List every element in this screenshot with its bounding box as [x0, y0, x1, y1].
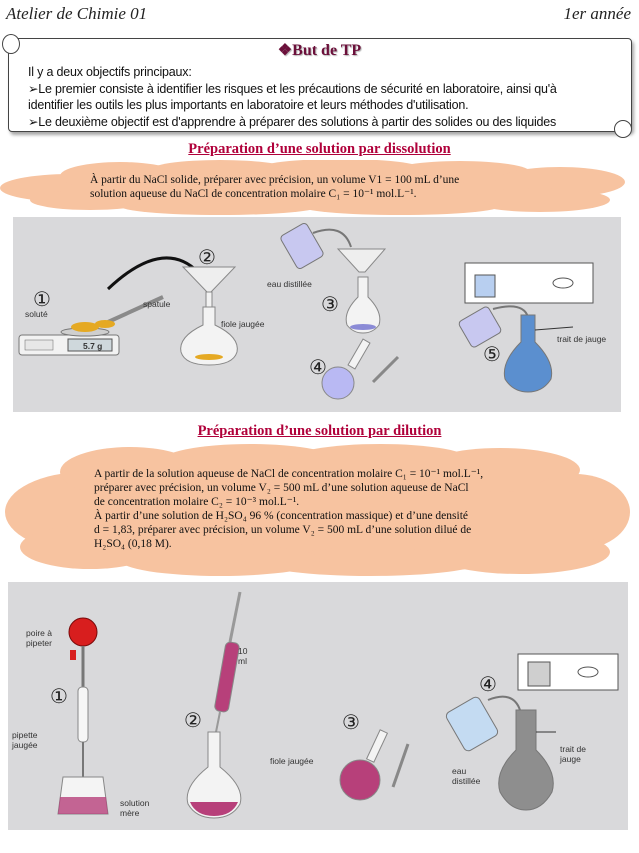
pipette-label-2: jaugée	[12, 740, 38, 750]
pipette-step1	[58, 618, 108, 814]
dilution-line-3: de concentration molaire C₂ = 10⁻³ mol.L⁻¹.	[94, 496, 300, 508]
volumetric-flask-label: fiole jaugée	[270, 756, 314, 766]
volumetric-flask-label: fiole jaugée	[221, 319, 265, 329]
dilution-step-4-number: ④	[479, 672, 497, 696]
dilution-line-5: d = 1,83, préparer avec précision, un volume V₂ = 500 mL d’une solution dilué de	[94, 524, 472, 536]
stock-solution-label-2: mère	[120, 808, 140, 818]
dilution-text	[94, 467, 524, 551]
course-title: Atelier de Chimie 01	[6, 4, 148, 23]
pipette-label-1: pipette	[12, 730, 38, 740]
dissolution-text	[90, 173, 510, 201]
transfer-arrow	[108, 258, 198, 289]
year-label: 1er année	[563, 4, 631, 23]
dilution-line-4: À partir d’une solution de H₂SO₄ 96 % (concentration massique) et d’une densité	[94, 510, 469, 522]
step-5-number: ⑤	[483, 342, 501, 366]
gauge-label-1: trait de	[560, 744, 586, 754]
solute-label: soluté	[25, 309, 48, 319]
water-label-1: eau	[452, 766, 467, 776]
objective-1a: ➢Le premier consiste à identifier les risques et les précautions de sécurité en laboratoire, ainsi qu'à	[28, 81, 557, 96]
spatula-label: spatule	[143, 299, 171, 309]
flask-step2	[181, 267, 238, 365]
balance-reading: 5.7 g	[83, 341, 103, 351]
gauge-label-2: jauge	[560, 754, 581, 764]
objectives-title: ❖But de TP	[277, 42, 362, 59]
distilled-water-label: eau distillée	[267, 279, 312, 289]
bulb-label-1: poire à	[26, 628, 52, 638]
dilution-line-2: préparer avec précision, un volume V₂ = 500 mL d’une solution aqueuse de NaCl	[94, 482, 469, 494]
pipette-volume-unit: ml	[238, 656, 247, 666]
dissolution-figure	[13, 217, 621, 412]
flask-step5	[458, 263, 593, 392]
dilution-step-1-number: ①	[50, 684, 68, 708]
dilution-step-2-number: ②	[184, 708, 202, 732]
objectives-intro: Il y a deux objectifs principaux:	[28, 65, 192, 79]
gauge-mark-label: trait de jauge	[557, 334, 607, 344]
step-1-number: ①	[33, 287, 51, 311]
flask-step2	[187, 592, 241, 818]
flask-step4	[445, 654, 618, 810]
dilution-line-6: H₂SO₄ (0,18 M).	[94, 538, 172, 550]
pipette-volume-top: 10	[238, 646, 248, 656]
water-label-2: distillée	[452, 776, 481, 786]
dilution-illustration	[8, 582, 628, 830]
objectives-text	[28, 64, 618, 130]
dilution-figure	[8, 582, 628, 830]
bulb-label-2: pipeter	[26, 638, 52, 648]
objective-2: ➢Le deuxième objectif est d'apprendre à préparer des solutions à partir des solides ou des liquides	[28, 114, 557, 129]
stock-solution-label-1: solution	[120, 798, 150, 808]
dissolution-line-1: À partir du NaCl solide, préparer avec précision, un volume V1 = 100 mL d’une	[90, 174, 460, 186]
dissolution-title: Préparation d’une solution par dissolution	[188, 141, 451, 157]
dilution-title: Préparation d’une solution par dilution	[197, 423, 442, 439]
flask-step4	[322, 339, 398, 399]
step-3-number: ③	[321, 292, 339, 316]
objective-1b: identifier les outils les plus importants en laboratoire et leurs méthodes d'utilisation.	[28, 98, 469, 112]
flask-step3	[340, 730, 408, 800]
flask-step3	[280, 222, 385, 333]
dilution-step-3-number: ③	[342, 710, 360, 734]
dissolution-illustration	[13, 217, 621, 412]
dilution-line-1: A partir de la solution aqueuse de NaCl de concentration molaire C₁ = 10⁻¹ mol.L⁻¹,	[94, 468, 484, 480]
dissolution-line-2: solution aqueuse du NaCl de concentration molaire C₁ = 10⁻¹ mol.L⁻¹.	[90, 188, 417, 200]
step-2-number: ②	[198, 245, 216, 269]
step-4-number: ④	[309, 355, 327, 379]
